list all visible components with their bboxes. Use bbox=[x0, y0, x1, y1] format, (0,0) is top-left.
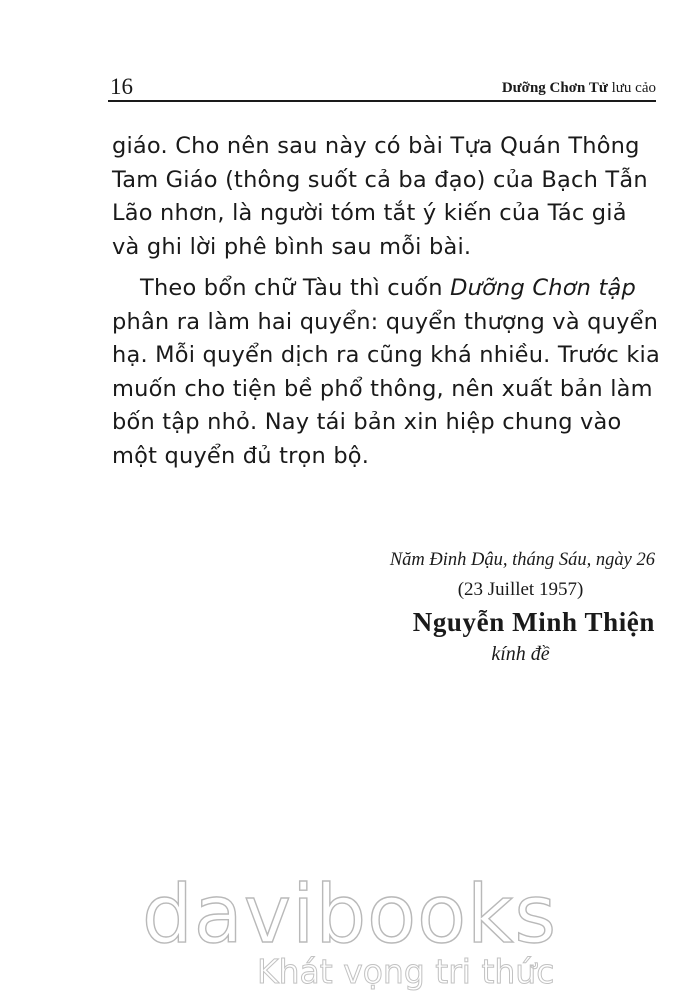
signature-name: Nguyễn Minh Thiện bbox=[412, 607, 655, 637]
watermark-brand: davibooks bbox=[142, 868, 558, 961]
running-title bbox=[502, 80, 656, 97]
paragraph-2-before: Theo bổn chữ Tàu thì cuốn bbox=[140, 275, 451, 301]
running-title-author: Dưỡng Chơn Tử bbox=[501, 80, 608, 96]
page-header bbox=[108, 72, 656, 102]
signature-block bbox=[300, 545, 655, 669]
book-title-italic: Dưỡng Chơn tập bbox=[450, 275, 636, 301]
signature-date-lunar: Năm Đinh Dậu, tháng Sáu, ngày 26 bbox=[389, 550, 655, 570]
watermark bbox=[142, 868, 572, 1000]
watermark-tagline: Khát vọng tri thức bbox=[257, 952, 555, 991]
body-text bbox=[112, 130, 660, 473]
signature-date-gregorian: (23 Juillet 1957) bbox=[457, 579, 584, 600]
paragraph-2-after: phân ra làm hai quyển: quyển thượng và quyển hạ. Mỗi quyển dịch ra cũng khá nhiều. Trước kia muốn cho tiện bề phổ thông, nên xuất bản làm bốn tập nhỏ. Nay tái bản xin hiệp chung vào một quyển đủ trọn bộ. bbox=[112, 308, 660, 469]
running-title-suffix: lưu cảo bbox=[611, 80, 656, 96]
signature-closing: kính đề bbox=[491, 643, 550, 665]
paragraph-2 bbox=[112, 272, 660, 473]
page-number: 16 bbox=[110, 74, 133, 99]
paragraph-1: giáo. Cho nên sau này có bài Tựa Quán Thông Tam Giáo (thông suốt cả ba đạo) của Bạch Tẫn Lão nhơn, là người tóm tắt ý kiến của Tác giả và ghi lời phê bình sau mỗi bài. bbox=[112, 133, 648, 260]
